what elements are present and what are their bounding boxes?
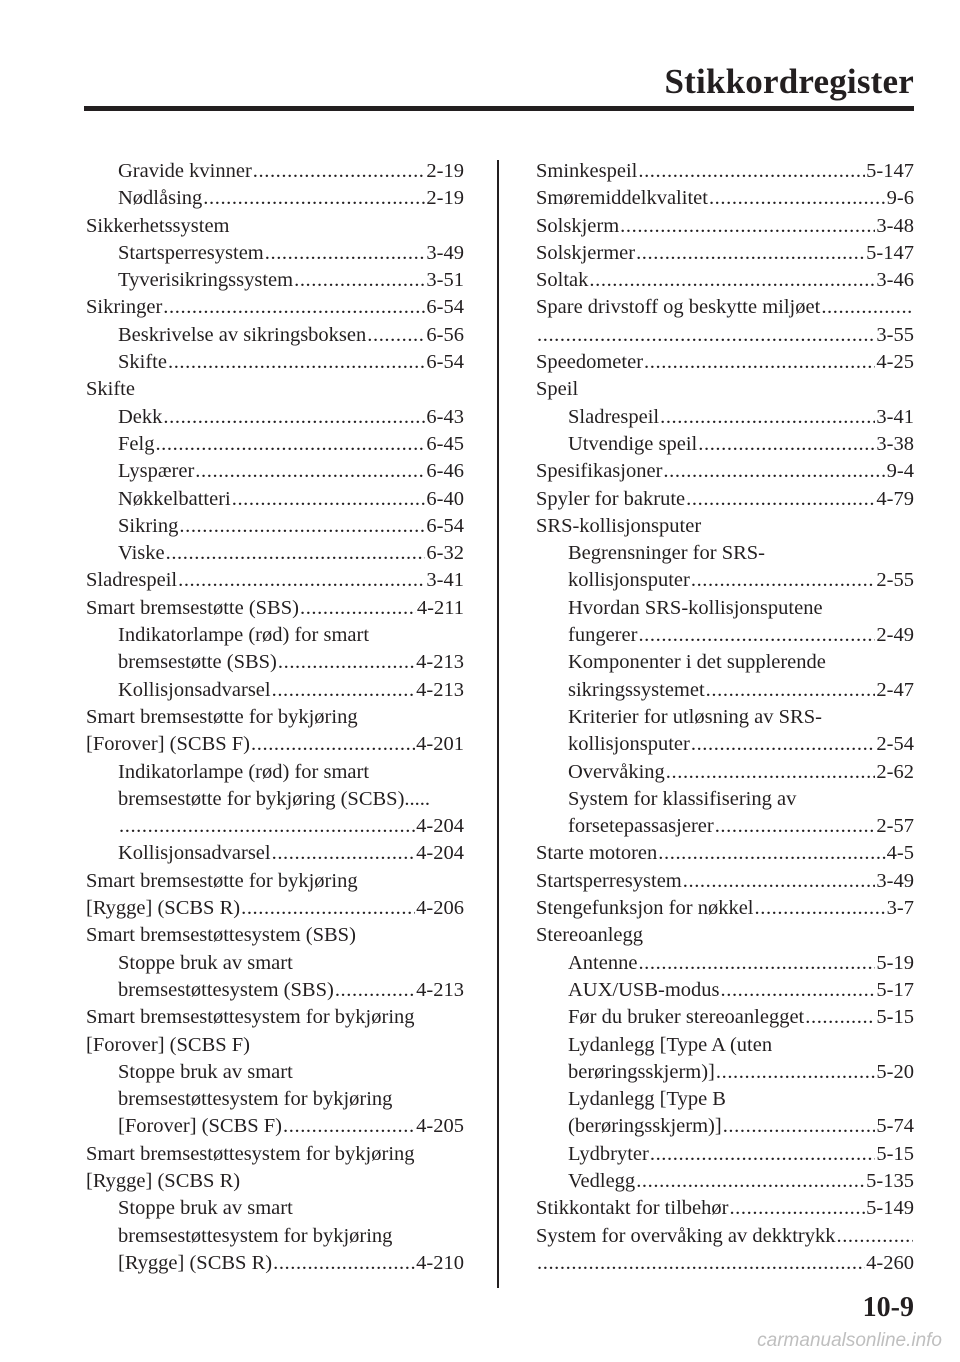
index-entry-text: kollisjonsputer [568, 733, 690, 756]
index-entry-page: 5-15 [876, 1006, 914, 1029]
index-entry-page: 4-210 [416, 1251, 464, 1274]
index-entry-page: 5-74 [876, 1115, 914, 1138]
dot-leader [691, 731, 876, 758]
index-entry [86, 840, 464, 867]
index-column-right [536, 158, 914, 1277]
index-entry-page: 3-49 [876, 869, 914, 892]
index-entry-text: fungerer [568, 624, 638, 647]
index-entry [86, 1250, 464, 1277]
index-entry-page: 3-55 [876, 323, 914, 346]
index-entry-page: 4-204 [416, 842, 464, 865]
index-entry-page: 4-260 [866, 1251, 914, 1274]
index-entry-text: Antenne [568, 951, 638, 974]
dot-leader [155, 431, 425, 458]
dot-leader [265, 240, 426, 267]
index-entry-page: 3-41 [426, 569, 464, 592]
dot-leader [195, 458, 425, 485]
index-entry-text: [Rygge] (SCBS R) [118, 1251, 273, 1274]
index-entry-text: Kriterier for utløsning av SRS- [568, 705, 822, 728]
dot-leader [537, 322, 875, 349]
index-entry [86, 1223, 464, 1250]
index-entry-text: Lydanlegg [Type A (uten [568, 1033, 773, 1056]
index-entry-page: 6-54 [426, 296, 464, 319]
index-entry-text: Overvåking [568, 760, 665, 783]
index-entry-text: Smart bremsestøttesystem for bykjøring [86, 1006, 415, 1029]
dot-leader [163, 294, 425, 321]
index-entry [536, 1250, 914, 1277]
index-entry [536, 622, 914, 649]
index-entry-text: Sladrespeil [86, 569, 178, 592]
dot-leader [335, 977, 415, 1004]
index-entry [86, 922, 464, 949]
index-entry-text: Stengefunksjon for nøkkel [536, 897, 754, 920]
index-entry [86, 622, 464, 649]
index-entry [86, 185, 464, 212]
index-entry-text: Solskjermer [536, 241, 636, 264]
index-entry-page: 4-211 [416, 596, 464, 619]
index-entry-page: 9-4 [886, 460, 914, 483]
index-entry-text: forsetepassasjerer [568, 815, 714, 838]
index-entry-text: Smart bremsestøtte for bykjøring [86, 869, 358, 892]
index-entry-text: Smart bremsestøttesystem for bykjøring [86, 1142, 415, 1165]
index-entry-text: Stikkontakt for tilbehør [536, 1197, 729, 1220]
index-entry-page: 5-17 [876, 978, 914, 1001]
index-entry [536, 486, 914, 513]
index-entry-page: 2-49 [876, 624, 914, 647]
index-entry [536, 1032, 914, 1059]
dot-leader [168, 349, 425, 376]
index-entry-page: 2-55 [876, 569, 914, 592]
index-entry [86, 786, 464, 813]
index-entry-page: 2-54 [876, 733, 914, 756]
index-entry [86, 294, 464, 321]
index-entry [86, 649, 464, 676]
index-entry-page: 4-213 [416, 651, 464, 674]
index-entry-page: 5-135 [866, 1169, 914, 1192]
dot-leader [723, 1113, 876, 1140]
index-entry [536, 1168, 914, 1195]
dot-leader [178, 567, 425, 594]
index-entry [86, 704, 464, 731]
index-entry-text: Sikringer [86, 296, 163, 319]
index-entry-text: (berøringsskjerm)] [568, 1115, 722, 1138]
index-entry-text: kollisjonsputer [568, 569, 690, 592]
index-entry-page: 6-32 [426, 542, 464, 565]
header-rule [84, 106, 914, 111]
dot-leader [650, 1141, 876, 1168]
dot-leader [537, 1250, 865, 1277]
dot-leader [179, 513, 425, 540]
index-entry [86, 1032, 464, 1059]
index-entry-text: Sminkespeil [536, 160, 638, 182]
index-entry [536, 840, 914, 867]
index-entry-text: Skifte [86, 378, 135, 401]
index-entry-text: Kollisjonsadvarsel [118, 842, 271, 865]
index-entry-text: Lydanlegg [Type B [568, 1088, 726, 1111]
index-entry [536, 1086, 914, 1113]
dot-leader [272, 677, 416, 704]
dot-leader [729, 1195, 865, 1222]
index-entry [86, 213, 464, 240]
index-entry-page: 2-47 [876, 678, 914, 701]
index-entry-text: [Forover] (SCBS F) [86, 733, 251, 756]
index-entry [86, 1195, 464, 1222]
index-entry [536, 895, 914, 922]
index-entry [536, 213, 914, 240]
index-entry [536, 786, 914, 813]
index-entry-page: 9-6 [886, 187, 914, 210]
index-entry-text: Hvordan SRS-kollisjonsputene [568, 596, 823, 619]
index-entry [536, 240, 914, 267]
page-title: Stikkordregister [664, 62, 914, 101]
index-entry [536, 950, 914, 977]
dot-leader [119, 813, 415, 840]
index-entry-text: Sladrespeil [568, 405, 660, 428]
index-entry-text: Viske [118, 542, 165, 565]
dot-leader [755, 895, 886, 922]
index-column-left [86, 158, 464, 1277]
index-entry [536, 376, 914, 403]
index-entry [536, 540, 914, 567]
index-entry-text: Sikkerhetssystem [86, 214, 230, 237]
dot-leader [283, 1113, 415, 1140]
dot-leader [166, 540, 426, 567]
index-entry-text: bremsestøttesystem (SBS) [118, 978, 334, 1001]
index-entry-text: Startsperresystem [536, 869, 682, 892]
index-entry [86, 349, 464, 376]
dot-leader [203, 185, 425, 212]
dot-leader [660, 404, 875, 431]
index-entry-text: berøringsskjerm)] [568, 1060, 715, 1083]
dot-leader [821, 294, 913, 321]
index-entry [536, 704, 914, 731]
index-entry [536, 977, 914, 1004]
index-entry-page: 3-48 [876, 214, 914, 237]
index-entry-page: 3-46 [876, 269, 914, 292]
index-entry [86, 240, 464, 267]
index-entry [536, 677, 914, 704]
dot-leader [367, 322, 425, 349]
index-entry-page: 2-19 [426, 160, 464, 182]
index-entry [536, 322, 914, 349]
dot-leader [663, 458, 885, 485]
index-entry-text: [Forover] (SCBS F) [118, 1115, 283, 1138]
watermark[interactable]: carmanualsonline.info [757, 1330, 942, 1351]
index-entry [536, 185, 914, 212]
index-entry-text: Dekk [118, 405, 163, 428]
index-entry [536, 458, 914, 485]
dot-leader [636, 240, 865, 267]
index-entry [536, 1141, 914, 1168]
index-entry-text: Begrensninger for SRS- [568, 542, 766, 565]
dot-leader [836, 1223, 913, 1250]
index-entry-text: Stoppe bruk av smart [118, 951, 293, 974]
index-entry-text: SRS-kollisjonsputer [536, 514, 702, 537]
dot-leader [241, 895, 415, 922]
page-number: 10-9 [862, 1292, 914, 1323]
column-divider [497, 160, 499, 1288]
dot-leader [716, 1059, 876, 1086]
index-entry-text: Smart bremsestøtte for bykjøring [86, 705, 358, 728]
index-entry-text: Nøkkelbatteri [118, 487, 231, 510]
index-entry-text: Solskjerm [536, 214, 620, 237]
index-entry-page: 5-20 [876, 1060, 914, 1083]
dot-leader [251, 731, 415, 758]
index-entry-text: System for overvåking av dekktrykk [536, 1224, 836, 1247]
index-entry-text: Kollisjonsadvarsel [118, 678, 271, 701]
index-entry [86, 376, 464, 403]
index-entry-text: Starte motoren [536, 842, 658, 865]
index-entry [536, 294, 914, 321]
index-entry [86, 895, 464, 922]
index-entry [536, 731, 914, 758]
index-entry [86, 1086, 464, 1113]
index-entry-page: 3-38 [876, 432, 914, 455]
index-entry-page: 6-54 [426, 514, 464, 537]
index-entry-text: [Rygge] (SCBS R) [86, 897, 241, 920]
index-entry [536, 1113, 914, 1140]
index-entry-text: AUX/USB-modus [568, 978, 720, 1001]
index-entry [536, 1195, 914, 1222]
index-entry [86, 1141, 464, 1168]
index-entry-text: Gravide kvinner [118, 160, 252, 182]
index-entry [86, 759, 464, 786]
index-entry-text: bremsestøtte (SBS) [118, 651, 277, 674]
index-entry [86, 540, 464, 567]
dot-leader [300, 595, 416, 622]
dot-leader [686, 486, 875, 513]
index-entry [86, 1004, 464, 1031]
index-entry [86, 431, 464, 458]
index-entry-text: Komponenter i det supplerende [568, 651, 826, 674]
index-entry-text: Nødlåsing [118, 187, 203, 210]
index-entry [536, 404, 914, 431]
index-entry [86, 158, 464, 185]
index-entry [86, 731, 464, 758]
index-entry-page: 5-147 [866, 241, 914, 264]
index-entry [536, 649, 914, 676]
index-entry-page: 6-54 [426, 351, 464, 374]
index-entry-text: [Rygge] (SCBS R) [86, 1169, 241, 1192]
index-entry [86, 322, 464, 349]
index-entry [86, 458, 464, 485]
dot-leader [805, 1004, 875, 1031]
index-entry-page: 2-19 [426, 187, 464, 210]
index-entry [86, 950, 464, 977]
index-entry-text: bremsestøttesystem for bykjøring [118, 1088, 393, 1111]
index-entry [86, 677, 464, 704]
index-entry [86, 868, 464, 895]
index-entry-text: Soltak [536, 269, 589, 292]
dot-leader [294, 267, 425, 294]
index-entry-page: 2-57 [876, 815, 914, 838]
index-entry-text: Før du bruker stereoanlegget [568, 1006, 805, 1029]
index-entry-text: Stoppe bruk av smart [118, 1060, 293, 1083]
index-entry [536, 922, 914, 949]
index-entry [536, 1004, 914, 1031]
index-entry-text: Sikring [118, 514, 179, 537]
index-entry-text: System for klassifisering av [568, 787, 797, 810]
index-entry-text: Spare drivstoff og beskytte miljøet [536, 296, 821, 319]
dot-leader [644, 349, 875, 376]
dot-leader [709, 185, 886, 212]
index-entry-page: 6-46 [426, 460, 464, 483]
index-entry-page: 6-45 [426, 432, 464, 455]
index-entry-text: [Forover] (SCBS F) [86, 1033, 251, 1056]
index-entry-page: 6-56 [426, 323, 464, 346]
dot-leader [706, 677, 876, 704]
dot-leader [273, 1250, 415, 1277]
index-entry-text: Spesifikasjoner [536, 460, 663, 483]
index-entry-page: 4-213 [416, 678, 464, 701]
index-entry-text: Indikatorlampe (rød) for smart [118, 760, 370, 783]
dot-leader [278, 649, 415, 676]
index-entry [86, 567, 464, 594]
index-entry [86, 1113, 464, 1140]
index-entry-page: 4-213 [416, 978, 464, 1001]
index-entry [86, 513, 464, 540]
index-entry-text: Stoppe bruk av smart [118, 1197, 293, 1220]
index-entry-page: 5-147 [866, 160, 914, 182]
index-entry [86, 1168, 464, 1195]
index-entry-page: 2-62 [876, 760, 914, 783]
index-entry-page: 4-25 [876, 351, 914, 374]
index-entry [536, 813, 914, 840]
index-entry [86, 595, 464, 622]
index-entry [536, 1223, 914, 1250]
index-entry-text: Vedlegg [568, 1169, 636, 1192]
index-entry-page: 6-43 [426, 405, 464, 428]
dot-leader [272, 840, 416, 867]
index-entry [536, 349, 914, 376]
index-entry-page: 5-19 [876, 951, 914, 974]
index-entry [86, 486, 464, 513]
index-entry-text: Lydbryter [568, 1142, 649, 1165]
index-entry-text: Speedometer [536, 351, 644, 374]
dot-leader [638, 950, 875, 977]
index-entry-page: 3-41 [876, 405, 914, 428]
index-entry [536, 759, 914, 786]
index-entry-text: Lyspærer [118, 460, 195, 483]
index-entry-text: Beskrivelse av sikringsboksen [118, 323, 367, 346]
dot-leader [253, 158, 426, 185]
index-entry-text: Smart bremsestøtte (SBS) [86, 596, 299, 619]
index-entry [86, 977, 464, 1004]
dot-leader [721, 977, 876, 1004]
dot-leader [666, 759, 876, 786]
index-entry [536, 431, 914, 458]
dot-leader [683, 868, 876, 895]
index-entry-text: Tyverisikringssystem [118, 269, 294, 292]
dot-leader [698, 431, 875, 458]
dot-leader [620, 213, 875, 240]
index-entry-page: 4-204 [416, 815, 464, 838]
index-entry-page: 3-51 [426, 269, 464, 292]
index-entry [536, 513, 914, 540]
index-entry-page: 5-15 [876, 1142, 914, 1165]
index-entry-text: Smart bremsestøttesystem (SBS) [86, 924, 356, 947]
index-entry-page: 4-79 [876, 487, 914, 510]
index-entry-text: bremsestøttesystem for bykjøring [118, 1224, 393, 1247]
index-entry [86, 1059, 464, 1086]
index-entry-text: Speil [536, 378, 579, 401]
index-entry-text: sikringssystemet [568, 678, 705, 701]
dot-leader [163, 404, 425, 431]
index-entry [536, 868, 914, 895]
index-entry-page: 4-201 [416, 733, 464, 756]
index-entry-page: 3-49 [426, 241, 464, 264]
dot-leader [715, 813, 876, 840]
dot-leader [691, 567, 876, 594]
index-entry-text: Skifte [118, 351, 167, 374]
index-entry [536, 595, 914, 622]
index-entry-text: Startsperresystem [118, 241, 264, 264]
dot-leader [638, 622, 875, 649]
index-entry-page: 4-5 [886, 842, 914, 865]
dot-leader [589, 267, 875, 294]
index-entry [536, 158, 914, 185]
index-entry [86, 404, 464, 431]
dot-leader [658, 840, 885, 867]
dot-leader [636, 1168, 865, 1195]
dot-leader [638, 158, 865, 185]
index-entry [536, 1059, 914, 1086]
index-entry-page: 3-7 [886, 897, 914, 920]
index-entry-text: Utvendige speil [568, 432, 698, 455]
index-entry-text: Felg [118, 432, 155, 455]
dot-leader [232, 486, 426, 513]
index-entry [536, 267, 914, 294]
index-entry [86, 267, 464, 294]
index-entry-page: 4-206 [416, 897, 464, 920]
index-entry-text: Stereoanlegg [536, 924, 644, 947]
index-entry-text: Smøremiddelkvalitet [536, 187, 708, 210]
index-entry-text: Spyler for bakrute [536, 487, 686, 510]
index-entry-page: 6-40 [426, 487, 464, 510]
index-entry-page: 5-149 [866, 1197, 914, 1220]
index-entry [86, 813, 464, 840]
index-entry-page: 4-205 [416, 1115, 464, 1138]
index-entry-text: Indikatorlampe (rød) for smart [118, 624, 370, 647]
index-entry-text: bremsestøtte for bykjøring (SCBS)..... [118, 787, 431, 810]
index-entry [536, 567, 914, 594]
